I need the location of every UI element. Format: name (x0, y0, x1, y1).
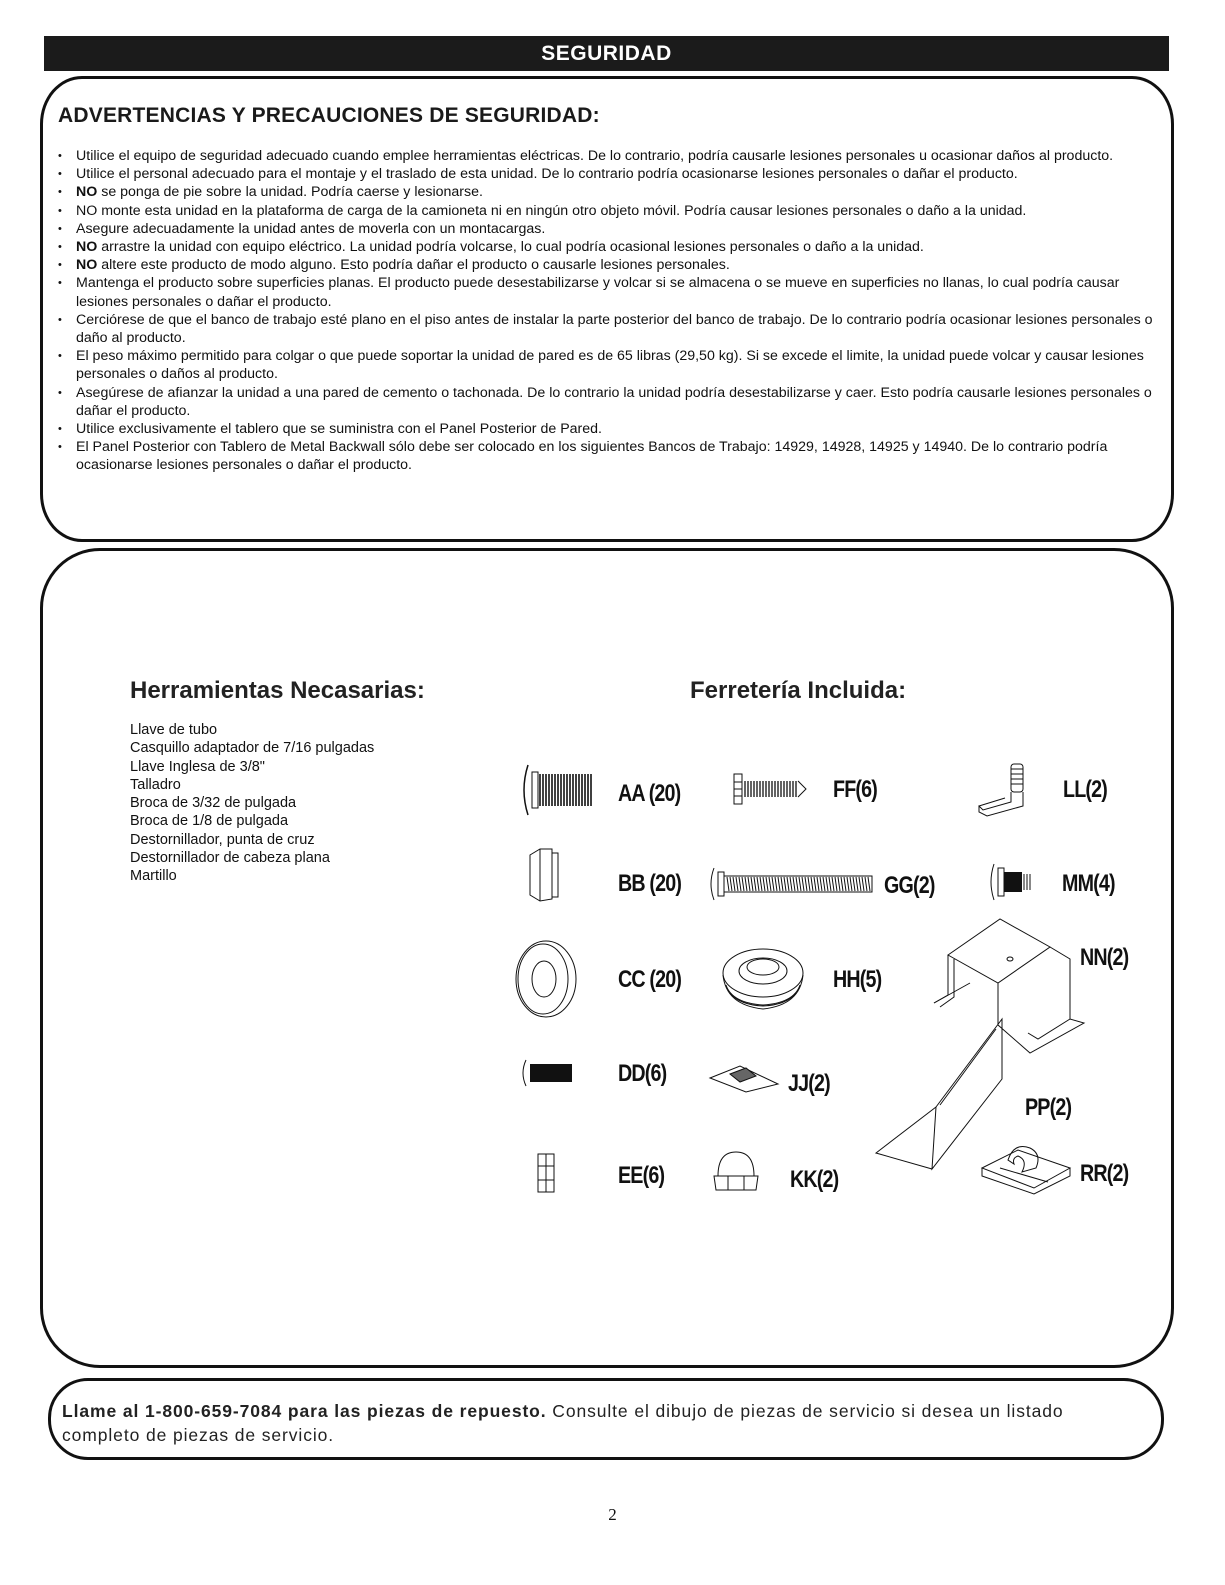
page-number: 2 (608, 1505, 617, 1524)
tool-item: Llave Inglesa de 3/8" (130, 758, 265, 775)
part-pp-label: PP(2) (1025, 1094, 1072, 1121)
warning-emphasis: NO (76, 239, 98, 256)
tool-item: Llave de tubo (130, 722, 218, 738)
warning-text: Utilice el equipo de seguridad adecuado cuando emplee herramientas eléctricas. De lo contrario, podría causarle lesiones personales u ocasionar daños al producto. (76, 148, 1114, 164)
warning-text: Cerciórese de que el banco de trabajo esté plano en el piso antes de instalar la parte posterior del banco de trabajo. De lo contrario podría ocasionar lesiones personales o daño al producto. (76, 311, 1153, 347)
part-rr-label: RR(2) (1080, 1160, 1129, 1187)
part-cc-label: CC (20) (618, 966, 682, 993)
nut-ee-icon (534, 1150, 558, 1196)
tool-item: Destornillador, punta de cruz (130, 831, 315, 848)
clip-jj-icon (706, 1060, 782, 1094)
part-aa-label: AA (20) (618, 780, 681, 807)
warning-text: NO monte esta unidad en la plataforma de carga de la camioneta ni en ningún otro objeto móvil. Podría causar lesiones personales o daño a la unidad. (76, 202, 1027, 219)
part-gg-label: GG(2) (884, 872, 935, 899)
warning-text: Mantenga el producto sobre superficies planas. El producto puede desestabilizarse y volcar si se almacena o se mueve en superficies no llanas, lo cual podría causar lesiones personales o dañar el producto. (76, 275, 1120, 310)
part-jj-label: JJ(2) (788, 1070, 830, 1097)
tool-item: Martillo (130, 868, 177, 885)
tool-item: Destornillador de cabeza plana (130, 850, 330, 867)
warning-item (56, 202, 1156, 220)
warning-text: se ponga de pie sobre la unidad. Podría caerse y lesionarse. (97, 184, 483, 201)
footer-note (62, 1399, 1142, 1447)
warning-text: Asegure adecuadamente la unidad antes de moverla con un montacargas. (76, 220, 546, 237)
cap-nut-kk-icon (706, 1148, 766, 1196)
warning-item (56, 256, 1156, 274)
warning-item (56, 274, 1156, 310)
clip-rr-icon (978, 1138, 1074, 1194)
hardware-title: Ferretería Incluida: (690, 677, 907, 704)
tool-item: Casquillo adaptador de 7/16 pulgadas (130, 740, 375, 757)
bolt-gg-icon (708, 866, 878, 902)
warning-item (56, 220, 1156, 238)
warning-item (56, 165, 1156, 183)
footer-rest: Consulte el dibujo de piezas de servicio si desea un listado completo de piezas de servicio. (62, 1401, 1064, 1445)
part-ee-label: EE(6) (618, 1162, 665, 1189)
warning-emphasis: NO (76, 184, 98, 201)
bolt-mm-icon (988, 862, 1048, 902)
warning-item (56, 438, 1156, 474)
warning-item (56, 420, 1156, 438)
warning-text: Asegúrese de afianzar la unidad a una pared de cemento o tachonada. De lo contrario la unidad podría desestabilizarse y caer. Esto podría causarle lesiones personales o dañar el producto. (76, 384, 1152, 419)
warning-item (56, 183, 1156, 201)
part-nn-label: NN(2) (1080, 944, 1129, 971)
warning-item (56, 384, 1156, 420)
warning-text: El peso máximo permitido para colgar o que puede soportar la unidad de pared es de 65 libras (29,50 kg). Si se excede el limite, la unidad puede volcar y causar lesiones personales o daños al producto. (76, 348, 1144, 383)
warning-text: Utilice exclusivamente el tablero que se suministra con el Panel Posterior de Pared. (76, 421, 602, 438)
nut-bb-icon (524, 845, 564, 905)
tool-item: Broca de 3/32 de pulgada (130, 795, 297, 812)
section-banner: SEGURIDAD (44, 36, 1169, 71)
washer-cc-icon (510, 938, 582, 1020)
footer-phone-bold: Llame al 1-800-659-7084 para las piezas de repuesto. (62, 1401, 547, 1421)
warning-text: El Panel Posterior con Tablero de Metal Backwall sólo debe ser colocado en los siguientes Bancos de Trabajo: 14929, 14928, 14925 y 14940. De lo contrario podría ocasionarse lesiones personales o dañar el producto. (76, 439, 1108, 474)
tools-list (130, 721, 374, 886)
part-hh-label: HH(5) (833, 966, 882, 993)
warnings-title: ADVERTENCIAS Y PRECAUCIONES DE SEGURIDAD: (58, 104, 600, 127)
warning-item (56, 347, 1156, 383)
part-dd-label: DD(6) (618, 1060, 667, 1087)
warning-text: Utilice el personal adecuado para el montaje y el traslado de esta unidad. De lo contrario podría ocasionarse lesiones personales o dañar el producto. (76, 166, 1018, 183)
l-hook-ll-icon (975, 760, 1035, 820)
tool-item: Broca de 1/8 de pulgada (130, 813, 289, 830)
part-ff-label: FF(6) (833, 776, 877, 803)
part-mm-label: MM(4) (1062, 870, 1115, 897)
tool-item: Talladro (130, 776, 181, 793)
warning-text: arrastre la unidad con equipo eléctrico. La unidad podría volcarse, lo cual podría ocasional lesiones personales o daño a la unidad. (97, 239, 924, 256)
warning-text: altere este producto de modo alguno. Esto podría dañar el producto o causarle lesiones personales. (97, 257, 730, 274)
screw-dd-icon (520, 1058, 576, 1088)
part-kk-label: KK(2) (790, 1166, 839, 1193)
part-ll-label: LL(2) (1063, 776, 1107, 803)
warning-item (56, 147, 1156, 165)
warnings-list (56, 147, 1156, 475)
grommet-hh-icon (718, 945, 808, 1015)
bolt-aa-icon (518, 760, 598, 820)
part-bb-label: BB (20) (618, 870, 682, 897)
warning-item (56, 311, 1156, 347)
tools-title: Herramientas Necasarias: (130, 677, 425, 704)
screw-ff-icon (730, 770, 825, 810)
warning-item (56, 238, 1156, 256)
warning-emphasis: NO (76, 257, 98, 274)
